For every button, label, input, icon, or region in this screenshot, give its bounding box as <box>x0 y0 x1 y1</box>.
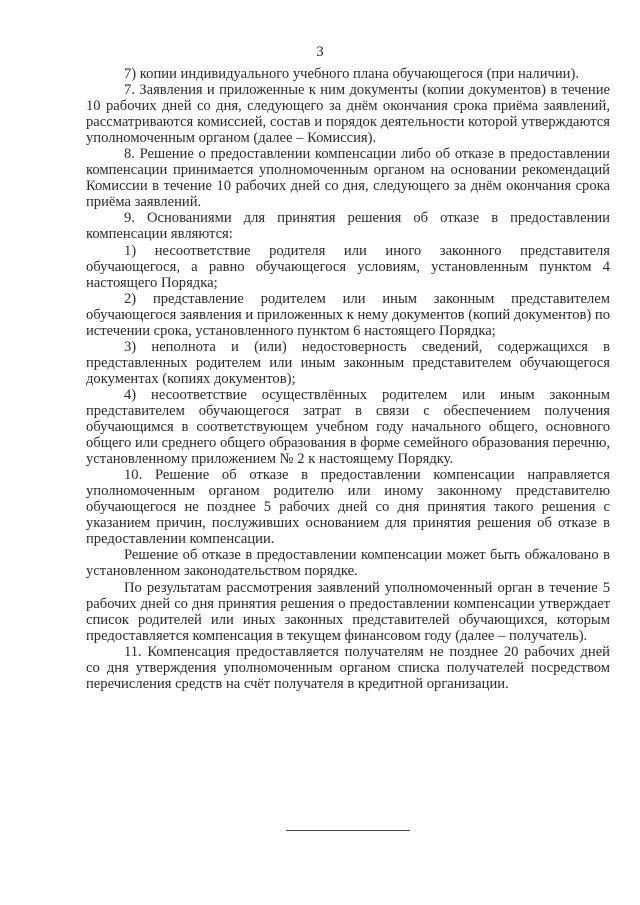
paragraph-9-item-3: 3) неполнота и (или) недостоверность сведений, содержащихся в представленных родителем или иным законным представителем обучающегося документах (копиях документов); <box>86 338 610 387</box>
paragraph-10: 10. Решение об отказе в предоставлении компенсации направляется уполномоченным органом родителю или иному законному представителю обучающегося не позднее 5 рабочих дней со дня принятия такого решения с указанием причин, послуживших основанием для принятия решения об отказе в предоставлении компенсации. <box>86 467 610 548</box>
end-separator-line <box>286 830 410 831</box>
paragraph-10-appeal: Решение об отказе в предоставлении компенсации может быть обжаловано в установленном законодательством порядке. <box>86 547 610 580</box>
paragraph-7: 7. Заявления и приложенные к ним документы (копии документов) в течение 10 рабочих дней со дня, следующего за днём окончания срока приёма заявлений, рассматриваются комиссией, состав и порядок деятельности которой утверждаются уполномоченным органом (далее – Комиссия). <box>86 82 610 147</box>
document-body <box>86 66 610 692</box>
paragraph-9-item-2: 2) представление родителем или иным законным представителем обучающегося заявления и приложенных к нему документов (копий документов) по истечении срока, установленного пунктом 6 настоящего Порядка; <box>86 290 611 339</box>
paragraph-item-7: 7) копии индивидуального учебного плана обучающегося (при наличии). <box>124 66 579 82</box>
paragraph-11: 11. Компенсация предоставляется получателям не позднее 20 рабочих дней со дня утверждения уполномоченным органом списка получателей посредством перечисления средств на счёт получателя в кредитной организации. <box>86 643 610 692</box>
page-number: 3 <box>316 44 324 60</box>
paragraph-8: 8. Решение о предоставлении компенсации либо об отказе в предоставлении компенсации принимается уполномоченным органом на основании рекомендаций Комиссии в течение 10 рабочих дней со дня, следующего за днём окончания срока приёма заявлений. <box>86 146 610 211</box>
paragraph-9-item-1: 1) несоответствие родителя или иного законного представителя обучающегося, а равно обучающегося условиям, установленным пунктом 4 настоящего Порядка; <box>86 242 610 291</box>
paragraph-9: 9. Основаниями для принятия решения об отказе в предоставлении компенсации являются: <box>86 210 610 243</box>
paragraph-10-recipients-list: По результатам рассмотрения заявлений уполномоченный орган в течение 5 рабочих дней со дня принятия решения о предоставлении компенсации утверждает список родителей или иных законных представителей обучающихся, которым предоставляется компенсация в текущем финансовом году (далее – получатель). <box>86 579 610 644</box>
paragraph-9-item-4: 4) несоответствие осуществлённых родителем или иным законным представителем обучающегося затрат в связи с обеспечением получения обучающимся в соответствующем учебном году начального общего, основного общего или среднего общего образования в форме семейного образования перечню, установленному приложением № 2 к настоящему Порядку. <box>86 386 610 468</box>
